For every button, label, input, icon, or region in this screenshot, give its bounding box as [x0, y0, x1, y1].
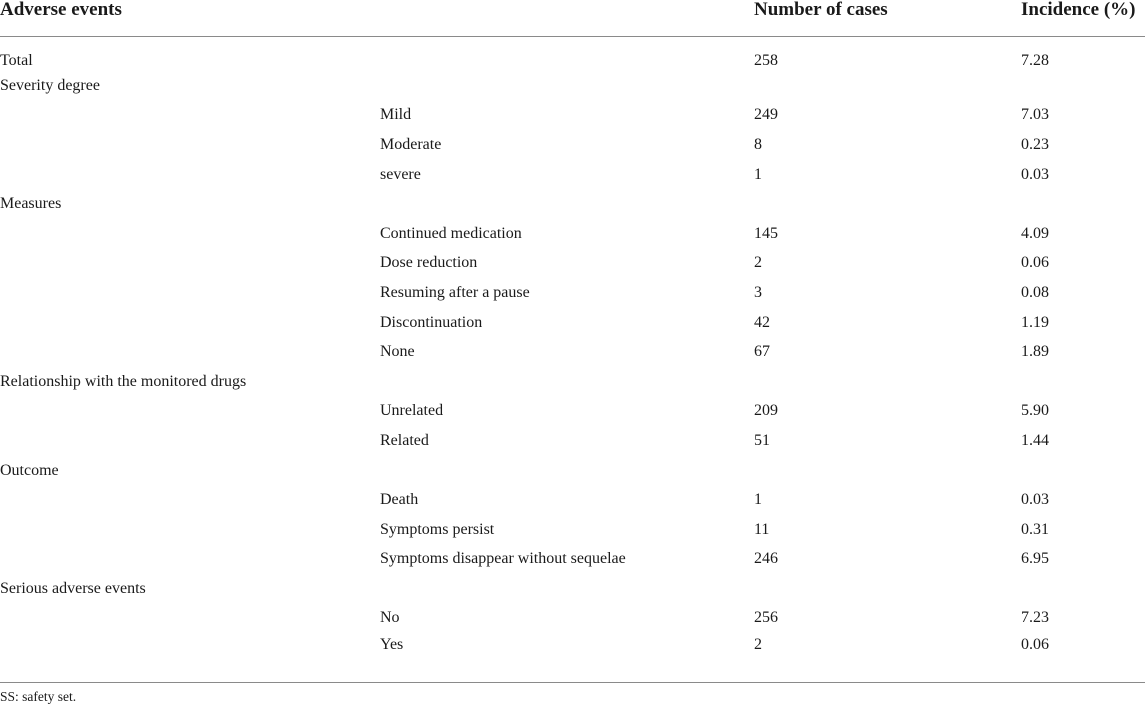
table-row — [0, 308, 1145, 338]
category-cell: Outcome — [0, 461, 59, 479]
table-header — [0, 0, 1145, 37]
cases-cell: 258 — [754, 52, 778, 69]
table-row — [0, 71, 1145, 101]
subcategory-cell: Continued medication — [380, 224, 522, 242]
subcategory-cell — [380, 456, 754, 486]
cases-cell — [754, 574, 1021, 604]
table-row — [0, 337, 1145, 367]
category-cell — [0, 545, 380, 575]
category-cell — [0, 160, 380, 190]
table-row — [0, 485, 1145, 515]
cases-cell: 67 — [754, 343, 770, 361]
subcategory-cell: Related — [380, 431, 429, 449]
subcategory-cell — [380, 574, 754, 604]
table-row — [0, 160, 1145, 190]
incidence-cell — [1021, 367, 1145, 397]
cases-cell — [754, 367, 1021, 397]
category-cell — [0, 219, 380, 249]
subcategory-cell — [380, 37, 754, 72]
incidence-cell — [1021, 574, 1145, 604]
table-row — [0, 189, 1145, 219]
cases-cell: 42 — [754, 313, 770, 331]
cases-cell: 1 — [754, 165, 762, 183]
subcategory-cell: Death — [380, 491, 419, 509]
table-row — [0, 397, 1145, 427]
header-incidence: Incidence (%) — [1021, 0, 1145, 37]
cases-cell: 2 — [754, 636, 762, 654]
header-row — [0, 0, 1145, 37]
cases-cell: 1 — [754, 491, 762, 509]
incidence-cell: 7.23 — [1021, 609, 1049, 627]
incidence-cell: 6.95 — [1021, 550, 1049, 568]
subcategory-cell: Moderate — [380, 135, 442, 153]
cases-cell: 209 — [754, 402, 778, 420]
table-row — [0, 456, 1145, 486]
category-cell — [0, 515, 380, 545]
category-cell: Relationship with the monitored drugs — [0, 372, 247, 390]
cases-cell — [754, 71, 1021, 101]
table-row — [0, 278, 1145, 308]
incidence-cell: 0.08 — [1021, 283, 1049, 301]
category-cell — [0, 249, 380, 279]
subcategory-cell: Discontinuation — [380, 313, 483, 331]
table-row — [0, 604, 1145, 634]
incidence-cell — [1021, 71, 1145, 101]
table-bottom-rule — [0, 682, 1145, 683]
cases-cell: 145 — [754, 224, 778, 242]
subcategory-cell: Mild — [380, 106, 412, 124]
cases-cell: 51 — [754, 431, 770, 449]
category-cell — [0, 633, 380, 663]
category-cell: Severity degree — [0, 76, 100, 94]
cases-cell: 256 — [754, 609, 778, 627]
table-footnote: SS: safety set. — [0, 689, 77, 704]
category-cell — [0, 397, 380, 427]
table-row — [0, 574, 1145, 604]
cases-cell — [754, 189, 1021, 219]
category-cell: Total — [0, 52, 33, 69]
subcategory-cell — [380, 367, 754, 397]
incidence-cell: 7.03 — [1021, 106, 1049, 124]
incidence-cell: 1.44 — [1021, 431, 1049, 449]
subcategory-cell: Yes — [380, 636, 404, 654]
table-row — [0, 426, 1145, 456]
incidence-cell: 0.06 — [1021, 254, 1049, 272]
subcategory-cell: Unrelated — [380, 402, 444, 420]
incidence-cell — [1021, 189, 1145, 219]
header-number-of-cases: Number of cases — [754, 0, 1021, 37]
incidence-cell: 1.89 — [1021, 343, 1049, 361]
table-row — [0, 367, 1145, 397]
table-body — [0, 37, 1145, 663]
subcategory-cell: severe — [380, 165, 421, 183]
table-row — [0, 515, 1145, 545]
table-row — [0, 101, 1145, 131]
incidence-cell: 0.03 — [1021, 491, 1049, 509]
incidence-cell: 7.28 — [1021, 52, 1049, 69]
incidence-cell: 0.31 — [1021, 520, 1049, 538]
category-cell — [0, 308, 380, 338]
incidence-cell: 0.06 — [1021, 636, 1049, 654]
header-subcategory — [380, 0, 754, 37]
category-cell — [0, 130, 380, 160]
incidence-cell: 1.19 — [1021, 313, 1049, 331]
table-row — [0, 130, 1145, 160]
cases-cell — [754, 456, 1021, 486]
cases-cell: 2 — [754, 254, 762, 272]
header-adverse-events: Adverse events — [0, 0, 380, 37]
subcategory-cell: Symptoms persist — [380, 520, 495, 538]
incidence-cell: 0.03 — [1021, 165, 1049, 183]
subcategory-cell: Dose reduction — [380, 254, 478, 272]
table-row — [0, 219, 1145, 249]
incidence-cell: 5.90 — [1021, 402, 1049, 420]
subcategory-cell: Resuming after a pause — [380, 283, 530, 301]
category-cell — [0, 337, 380, 367]
table-row — [0, 249, 1145, 279]
category-cell — [0, 278, 380, 308]
cases-cell: 11 — [754, 520, 770, 538]
category-cell: Measures — [0, 195, 62, 213]
incidence-cell — [1021, 456, 1145, 486]
subcategory-cell: None — [380, 343, 415, 361]
table-row — [0, 545, 1145, 575]
incidence-cell: 4.09 — [1021, 224, 1049, 242]
category-cell — [0, 604, 380, 634]
cases-cell: 249 — [754, 106, 778, 124]
category-cell: Serious adverse events — [0, 579, 146, 597]
subcategory-cell — [380, 71, 754, 101]
subcategory-cell: Symptoms disappear without sequelae — [380, 550, 626, 568]
incidence-cell: 0.23 — [1021, 135, 1049, 153]
cases-cell: 3 — [754, 283, 762, 301]
cases-cell: 246 — [754, 550, 778, 568]
cases-cell: 8 — [754, 135, 762, 153]
category-cell — [0, 485, 380, 515]
subcategory-cell — [380, 189, 754, 219]
category-cell — [0, 101, 380, 131]
subcategory-cell: No — [380, 609, 400, 627]
category-cell — [0, 426, 380, 456]
table-row — [0, 633, 1145, 663]
table-row — [0, 37, 1145, 72]
